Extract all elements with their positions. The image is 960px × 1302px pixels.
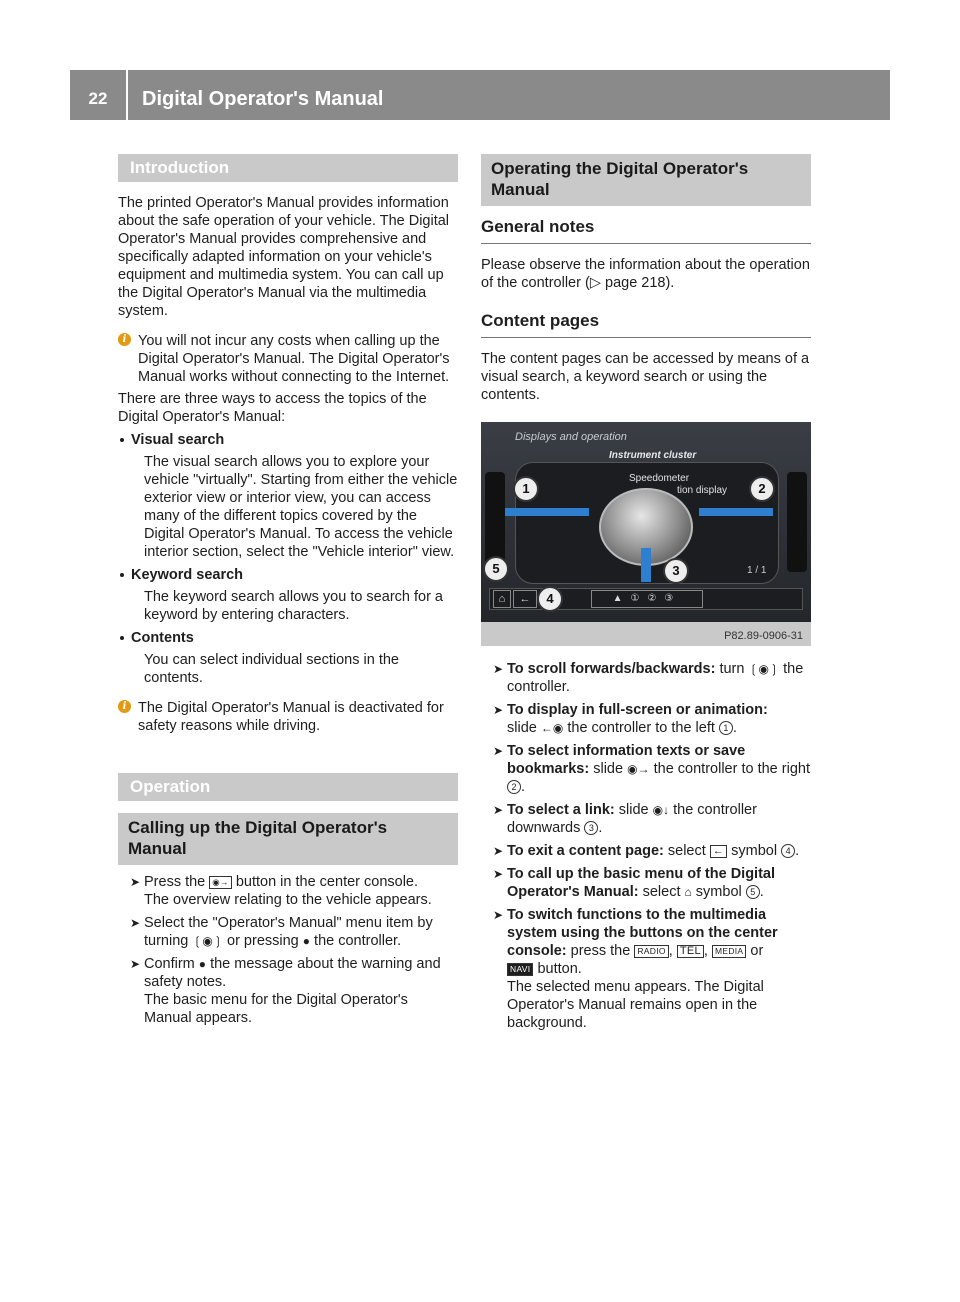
home-icon: ⌂ — [493, 590, 511, 608]
instruction-step — [118, 914, 458, 950]
figure-label: Speedometer — [629, 473, 690, 484]
step-text: button in the center console. — [235, 874, 419, 890]
step-arrow-icon: ➤ — [493, 744, 504, 758]
section-heading-introduction: Introduction — [118, 154, 458, 182]
controller-press-icon: ● — [198, 957, 207, 971]
figure-label: 1 / 1 — [747, 565, 767, 576]
instruction-step: ➤ To display in full-screen or animation: slide ←◉ the controller to the left 1 . — [493, 702, 768, 736]
controller-slide-left-icon: ←◉ — [540, 721, 564, 735]
bullet-title: Visual search — [131, 432, 225, 448]
bullet-body: The visual search allows you to explore your vehicle "virtually". Starting from either the vehicle exterior view or interior view, you can access many of the different topics covered by the Digital Operator's Manual. To access the vehicle interior section, select the "Vehicle interior" view. — [144, 454, 458, 560]
note-text: You will not incur any costs when calling up the Digital Operator's Manual. The Digital Operator's Manual works without connecting to the Internet. — [138, 333, 450, 385]
home-icon: ⌂ — [684, 885, 692, 899]
intro-paragraph: The printed Operator's Manual provides information about the safe operation of your vehicle. The Digital Operator's Manual provides comprehensive and specifically adapted information on your vehicle's equipment and multimedia system. You can call up the Digital Operator's Manual via the multimedia system. — [118, 195, 450, 319]
info-icon: i — [118, 700, 131, 713]
step-text: slide — [593, 761, 624, 777]
step-text: the controller downwards — [507, 802, 757, 836]
bullet-title: Keyword search — [131, 567, 244, 583]
number-circle: 4 — [781, 844, 795, 858]
step-title: To select a link: — [507, 802, 615, 818]
callout-2: 2 — [749, 476, 775, 502]
bookmark-icons: ▲①②③ — [591, 590, 703, 608]
figure-caption — [481, 622, 811, 646]
instruction-step: ➤ To select information texts or save bookmarks: slide ◉→ the controller to the right 2 . — [493, 743, 810, 795]
number-circle: 5 — [746, 885, 760, 899]
step-text: the controller. — [507, 661, 804, 695]
left-column — [118, 154, 458, 1027]
back-arrow-icon: ← — [513, 590, 537, 608]
step-text: turn — [719, 661, 745, 677]
content-pages-paragraph: The content pages can be accessed by means of a visual search, a keyword search or using the contents. — [481, 351, 810, 403]
callout-1: 1 — [513, 476, 539, 502]
controller-slide-down-icon: ◉↓ — [652, 803, 670, 817]
step-title: To scroll forwards/backwards: — [507, 661, 716, 677]
step-arrow-icon: ➤ — [493, 844, 504, 858]
bullet-body: The keyword search allows you to search for a keyword by entering characters. — [144, 589, 443, 623]
step-text: the controller. — [314, 933, 402, 949]
display-screen — [481, 422, 811, 622]
page-title: Digital Operator's Manual — [142, 88, 384, 110]
step-result: The overview relating to the vehicle appears. — [144, 892, 432, 908]
step-text: the controller to the left — [567, 720, 715, 736]
step-text: select — [642, 884, 681, 900]
step-title: To call up the basic menu of the Digital Operator's Manual: — [507, 866, 776, 900]
page-ref-triangle-icon: ▷ — [589, 275, 601, 291]
info-icon: i — [118, 333, 131, 346]
step-arrow-icon: ➤ — [493, 908, 504, 922]
bullet-dot — [120, 438, 124, 442]
bullet-dot — [120, 636, 124, 640]
section-heading-operation: Operation — [118, 773, 458, 801]
subheading-general-notes: General notes — [481, 216, 811, 244]
radio-button-icon: RADIO — [634, 945, 668, 958]
controller-press-icon: ● — [302, 934, 311, 948]
arrow-left-shaft — [505, 508, 589, 516]
step-text: or pressing — [227, 933, 299, 949]
number-circle: 1 — [719, 721, 733, 735]
step-text: Select the "Operator's Manual" menu item by turning — [144, 915, 433, 949]
instruction-step: ➤ To select a link: slide ◉↓ the controller downwards 3 . — [493, 802, 757, 836]
controller-turn-icon: ❲◉❳ — [748, 662, 780, 676]
bullet-title: Contents — [131, 630, 194, 646]
instruction-step: ➤ To call up the basic menu of the Digital Operator's Manual: select ⌂ symbol 5 . — [493, 866, 776, 900]
figure-code: P82.89-0906-31 — [724, 630, 803, 642]
step-arrow-icon: ➤ — [130, 875, 141, 889]
step-text: symbol — [731, 843, 778, 859]
callout-5: 5 — [483, 556, 509, 582]
step-text: symbol — [695, 884, 742, 900]
callout-3: 3 — [663, 558, 689, 584]
paragraph-text: Please observe the information about the operation of the controller ( — [481, 257, 810, 291]
bullet-contents — [118, 629, 458, 647]
right-icon-bar — [787, 472, 807, 572]
step-title: To exit a content page: — [507, 843, 664, 859]
step-result: The basic menu for the Digital Operator's Manual appears. — [144, 992, 408, 1026]
step-text: Confirm — [144, 956, 195, 972]
bullet-visual-search — [118, 431, 458, 449]
instruction-step: ➤ To exit a content page: select ← symbol 4 . — [493, 843, 800, 859]
step-arrow-icon: ➤ — [493, 662, 504, 676]
ways-paragraph: There are three ways to access the topics of the Digital Operator's Manual: — [118, 391, 427, 425]
subsection-heading-calling: Calling up the Digital Operator's Manual — [118, 813, 458, 865]
header-divider — [126, 70, 128, 120]
bullet-dot — [120, 573, 124, 577]
figure-label: Instrument cluster — [609, 450, 697, 461]
step-text: press the — [570, 943, 631, 959]
step-text: select — [667, 843, 706, 859]
step-text: or — [750, 943, 764, 959]
page-header — [70, 70, 890, 120]
number-circle: 2 — [507, 780, 521, 794]
bullet-body: You can select individual sections in the contents. — [144, 652, 399, 686]
page-ref-link[interactable]: page 218). — [605, 275, 675, 291]
arrow-right-shaft — [699, 508, 773, 516]
info-note — [118, 699, 458, 735]
callout-4: 4 — [537, 586, 563, 612]
step-arrow-icon: ➤ — [130, 916, 141, 930]
instruction-step: ➤ To switch functions to the multimedia system using the buttons on the center console: press the RADIO , TEL , MEDIA or NAVI button. The selected menu appears. The Digital Operator's Manual remains open in the background. — [493, 907, 778, 1031]
step-arrow-icon: ➤ — [493, 803, 504, 817]
controller-slide-right-icon: ◉→ — [627, 762, 650, 776]
tel-button-icon: TEL — [677, 945, 704, 958]
arrow-down-shaft — [641, 548, 651, 582]
back-arrow-icon: ← — [710, 845, 727, 858]
right-column — [481, 154, 811, 1032]
step-result: The selected menu appears. The Digital Operator's Manual remains open in the background. — [507, 979, 764, 1031]
step-title: To select information texts or save bookmarks: — [507, 743, 746, 777]
step-title: To display in full-screen or animation: — [507, 702, 768, 718]
controller-figure — [481, 422, 811, 646]
step-text: the controller to the right — [653, 761, 810, 777]
info-note — [118, 332, 458, 386]
subheading-content-pages: Content pages — [481, 310, 811, 338]
bullet-keyword-search — [118, 566, 458, 584]
step-text: slide — [618, 802, 649, 818]
step-text: the message about the warning and safety notes. — [144, 956, 441, 990]
step-arrow-icon: ➤ — [130, 957, 141, 971]
note-text: The Digital Operator's Manual is deactivated for safety reasons while driving. — [138, 700, 444, 734]
step-text: slide — [507, 720, 537, 736]
figure-label: Displays and operation — [515, 431, 627, 443]
step-arrow-icon: ➤ — [493, 703, 504, 717]
step-text: Press the — [144, 874, 206, 890]
media-button-icon: MEDIA — [712, 945, 746, 958]
instruction-step — [118, 873, 458, 909]
number-circle: 3 — [584, 821, 598, 835]
figure-label: tion display — [677, 485, 728, 496]
general-notes-paragraph — [481, 256, 811, 292]
navi-button-icon: NAVI — [507, 963, 533, 976]
controller-turn-icon: ❲◉❳ — [192, 934, 223, 948]
step-title: To switch functions to the multimedia system using the buttons on the center console: — [507, 907, 778, 959]
page-number: 22 — [88, 89, 108, 108]
step-text: button. — [537, 961, 582, 977]
instruction-step — [118, 955, 458, 1027]
section-heading-operating: Operating the Digital Operator's Manual — [481, 154, 811, 206]
step-arrow-icon: ➤ — [493, 867, 504, 881]
vehicle-button-icon: ◉→ — [209, 876, 232, 889]
instruction-step — [481, 660, 811, 696]
